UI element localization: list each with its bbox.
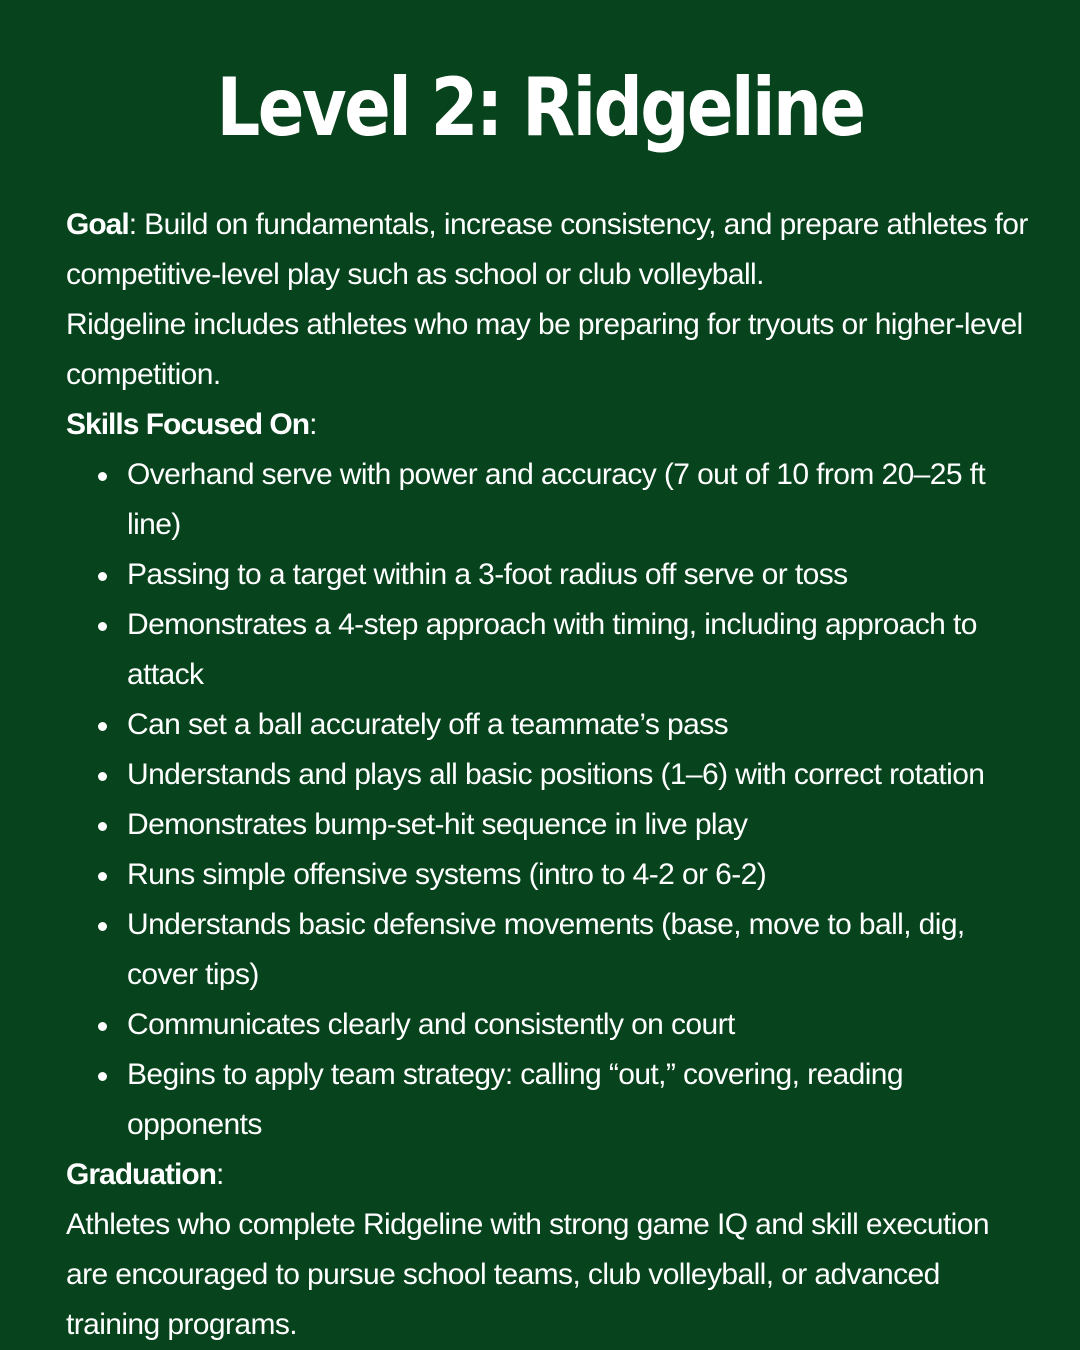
list-item: Understands basic defensive movements (base, move to ball, dig, cover tips)	[127, 900, 1030, 1000]
goal-text: : Build on fundamentals, increase consistency, and prepare athletes for competitive-level play such as school or club volleyball.	[66, 208, 1028, 291]
skills-heading	[66, 400, 1030, 450]
goal-paragraph	[66, 200, 1030, 300]
list-item: Runs simple offensive systems (intro to 4-2 or 6-2)	[127, 850, 1030, 900]
list-item: Demonstrates a 4-step approach with timing, including approach to attack	[127, 600, 1030, 700]
skills-label: Skills Focused On	[66, 408, 310, 441]
list-item: Demonstrates bump-set-hit sequence in live play	[127, 800, 1030, 850]
list-item: Overhand serve with power and accuracy (7 out of 10 from 20–25 ft line)	[127, 450, 1030, 550]
list-item: Begins to apply team strategy: calling “out,” covering, reading opponents	[127, 1050, 1030, 1150]
goal-label: Goal	[66, 208, 129, 241]
list-item: Communicates clearly and consistently on court	[127, 1000, 1030, 1050]
list-item: Can set a ball accurately off a teammate’s pass	[127, 700, 1030, 750]
graduation-paragraph: Athletes who complete Ridgeline with strong game IQ and skill execution are encouraged to pursue school teams, club volleyball, or advanced training programs.	[66, 1208, 989, 1341]
level-description	[66, 200, 1030, 1350]
page-title: Level 2: Ridgeline	[216, 61, 864, 154]
graduation-heading	[66, 1150, 1030, 1200]
graduation-suffix: :	[216, 1158, 224, 1191]
list-item: Understands and plays all basic positions (1–6) with correct rotation	[127, 750, 1030, 800]
list-item: Passing to a target within a 3-foot radius off serve or toss	[127, 550, 1030, 600]
intro-paragraph: Ridgeline includes athletes who may be preparing for tryouts or higher-level competition.	[66, 308, 1023, 391]
graduation-label: Graduation	[66, 1158, 217, 1191]
skills-list	[66, 450, 1030, 1150]
skills-suffix: :	[309, 408, 317, 441]
